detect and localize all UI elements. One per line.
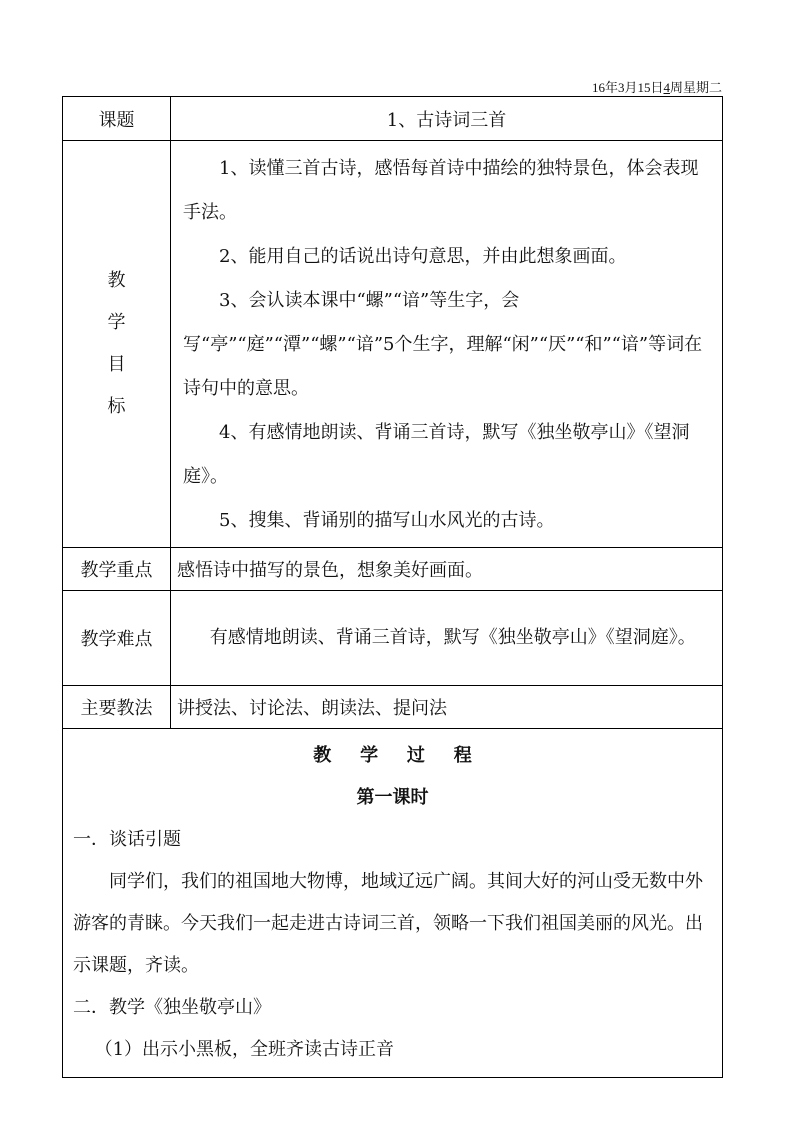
method-text: 讲授法、讨论法、朗读法、提问法 xyxy=(171,686,723,729)
key-label: 教学重点 xyxy=(63,548,171,591)
section-body: 同学们，我们的祖国地大物博，地域辽远广阔。其间大好的河山受无数中外游客的青睐。今天我们一起走进古诗词三首，领略一下我们祖国美丽的风光。出示课题，齐读。 xyxy=(73,871,703,976)
objective-item: 1、读懂三首古诗，感悟每首诗中描绘的独特景色，体会表现手法。 xyxy=(183,158,699,223)
objectives-row xyxy=(63,141,723,548)
objective-item: 3、会认读本课中“螺”“谙”等生字，会写“亭”“庭”“潭”“螺”“谙”5个生字，理解“闲”“厌”“和”“谙”等词在诗句中的意思。 xyxy=(183,290,703,399)
objectives-label-char: 目 xyxy=(107,354,126,375)
difficulty-row xyxy=(63,591,723,686)
objectives-label xyxy=(63,141,171,548)
topic-label: 课题 xyxy=(63,97,171,141)
topic-title: 1、古诗词三首 xyxy=(171,97,723,141)
process-row xyxy=(63,729,723,1078)
week-number: 4 xyxy=(663,80,670,95)
lesson-date xyxy=(592,77,722,96)
method-row xyxy=(63,686,723,729)
difficulty-label: 教学难点 xyxy=(63,591,171,686)
objectives-label-char: 标 xyxy=(107,396,126,417)
objectives-label-char: 教 xyxy=(107,270,126,291)
process-heading: 教学过程 xyxy=(313,745,501,766)
lesson-plan-table xyxy=(62,96,723,1078)
teaching-process xyxy=(63,729,723,1078)
objective-item: 5、搜集、背诵别的描写山水风光的古诗。 xyxy=(219,510,555,531)
objective-item: 2、能用自己的话说出诗句意思，并由此想象画面。 xyxy=(219,246,627,267)
objectives-label-char: 学 xyxy=(107,312,126,333)
key-row xyxy=(63,548,723,591)
date-suffix: 周星期二 xyxy=(669,80,722,95)
objective-item: 4、有感情地朗读、背诵三首诗，默写《独坐敬亭山》《望洞庭》。 xyxy=(183,422,690,487)
key-point: 感悟诗中描写的景色，想象美好画面。 xyxy=(171,548,723,591)
section-item: （1）出示小黑板，全班齐读古诗正音 xyxy=(94,1039,395,1060)
objectives-list xyxy=(171,141,723,548)
date-prefix: 16年3月15日 xyxy=(591,80,664,95)
method-label: 主要教法 xyxy=(63,686,171,729)
topic-row xyxy=(63,97,723,141)
section-title: 二．教学《独坐敬亭山》 xyxy=(73,997,271,1018)
section-title: 一．谈话引题 xyxy=(73,829,181,850)
difficulty-point: 有感情地朗读、背诵三首诗，默写《独坐敬亭山》《望洞庭》。 xyxy=(171,591,723,686)
period-heading: 第一课时 xyxy=(356,787,429,808)
